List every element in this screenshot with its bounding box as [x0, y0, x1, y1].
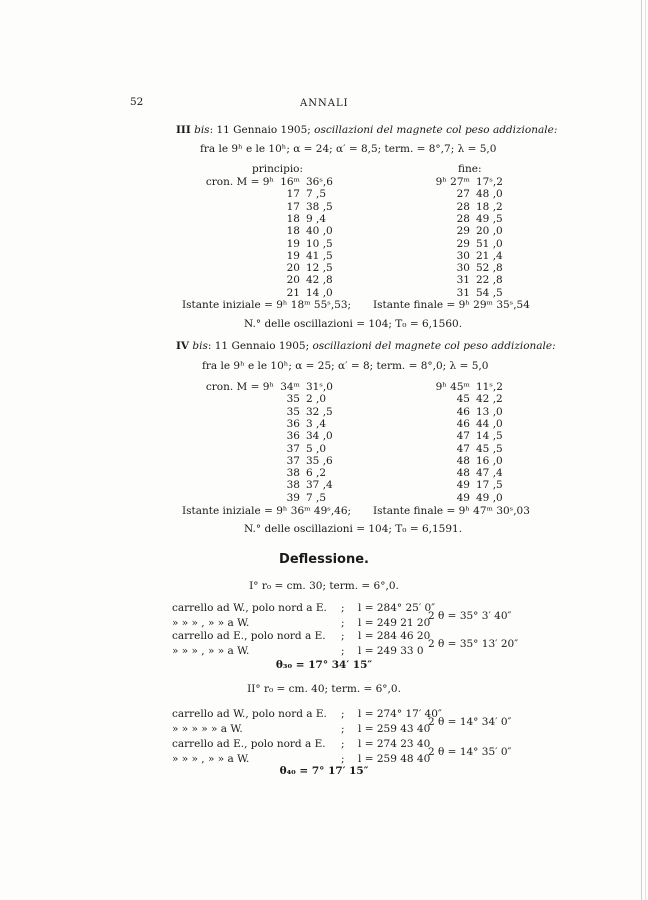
- deflection-line-value: l = 284° 25′ 0″: [358, 602, 436, 614]
- row-end-minutes: 29: [456, 237, 470, 250]
- row-end-minutes: 31: [456, 286, 470, 299]
- deflection-i-header: I° r₀ = cm. 30; term. = 6°,0.: [249, 580, 399, 592]
- row-minutes: 34ᵐ: [280, 381, 300, 393]
- deflection-line-text: » » » , » » a W.: [172, 617, 250, 629]
- row-end-minutes: 46: [456, 417, 470, 430]
- deflection-title: Deflessione.: [279, 552, 369, 567]
- section-iii-params: fra le 9ʰ e le 10ʰ; α = 24; α′ = 8,5; term. = 8°,7; λ = 5,0: [200, 143, 497, 155]
- deflection-line-text: » » » , » » a W.: [172, 645, 250, 657]
- deflection-line-value: l = 249 33 0: [358, 645, 424, 657]
- row-end-minutes: 46: [456, 405, 470, 418]
- row-minutes: 35: [286, 405, 300, 418]
- row-minutes: 37: [286, 454, 300, 467]
- row-end-minutes: 47: [456, 430, 470, 443]
- row-seconds: 12 ,5: [306, 262, 333, 275]
- row-minutes: 19: [286, 237, 300, 250]
- deflection-line-semicolon: ;: [341, 645, 345, 657]
- row-seconds: 10 ,5: [306, 237, 333, 250]
- row-end-minutes: 28: [456, 200, 470, 213]
- row-end-minutes: 29: [456, 225, 470, 238]
- deflection-line-text: carrello ad E., polo nord a E.: [172, 738, 326, 750]
- deflection-line-semicolon: ;: [341, 738, 345, 750]
- row-minutes: 16ᵐ: [280, 176, 300, 188]
- deflection-line-value: l = 259 43 40: [358, 723, 431, 735]
- page-number: 52: [130, 96, 144, 108]
- row-minutes: 38: [286, 479, 300, 492]
- row-seconds: 3 ,4: [306, 417, 327, 430]
- section-iv-params: fra le 9ʰ e le 10ʰ; α = 25; α′ = 8; term. = 8°,0; λ = 5,0: [202, 360, 489, 372]
- row-end-seconds: 22 ,8: [476, 274, 503, 287]
- deflection-line-semicolon: ;: [341, 617, 345, 629]
- row-minutes: 17: [286, 188, 300, 201]
- row-end-seconds: 47 ,4: [476, 467, 503, 480]
- row-minutes: 36: [286, 417, 300, 430]
- row-minutes: 19: [286, 249, 300, 262]
- row-end-seconds: 11ˢ,2: [476, 381, 503, 393]
- deflection-line-semicolon: ;: [341, 753, 345, 765]
- row-minutes: 18: [286, 225, 300, 238]
- row-end-seconds: 52 ,8: [476, 262, 503, 275]
- row-end-seconds: 49 ,5: [476, 212, 503, 225]
- row-end-seconds: 17ˢ,2: [476, 176, 503, 188]
- deflection-line-semicolon: ;: [341, 602, 345, 614]
- row-end-minutes: 27: [456, 188, 470, 201]
- row-prefix: cron. M = 9ʰ: [205, 176, 274, 188]
- row-end-seconds: 21 ,4: [476, 249, 503, 262]
- row-seconds: 14 ,0: [306, 286, 333, 299]
- row-seconds: 36ˢ,6: [306, 176, 333, 188]
- row-minutes: 21: [286, 286, 300, 299]
- row-minutes: 35: [286, 393, 300, 406]
- row-seconds: 42 ,8: [306, 274, 333, 287]
- row-seconds: 32 ,5: [306, 405, 333, 418]
- section-iv-count: N.° delle oscillazioni = 104; T₀ = 6,1591.: [244, 523, 463, 535]
- running-head: ANNALI: [300, 98, 349, 109]
- section-iii-label: III: [176, 124, 191, 136]
- section-iv-end-instant: Istante finale = 9ʰ 47ᵐ 30ˢ,03: [373, 505, 530, 517]
- row-seconds: 31ˢ,0: [306, 381, 333, 393]
- deflection-ii-result: θ₄₀ = 7° 17′ 15″: [279, 765, 369, 777]
- row-seconds: 6 ,2: [306, 467, 327, 480]
- row-minutes: 38: [286, 467, 300, 480]
- row-seconds: 7 ,5: [306, 188, 327, 201]
- row-end-seconds: 20 ,0: [476, 225, 503, 238]
- deflection-line-text: carrello ad E., polo nord a E.: [172, 630, 326, 642]
- row-prefix: cron. M = 9ʰ: [205, 381, 274, 393]
- row-seconds: 40 ,0: [306, 225, 333, 238]
- row-end-minutes: 49: [456, 479, 470, 492]
- row-end-minutes: 45: [456, 393, 470, 406]
- row-seconds: 5 ,0: [306, 442, 327, 455]
- deflection-line-value: l = 274° 17′ 40″: [358, 708, 442, 720]
- row-end-minutes: 48: [456, 467, 470, 480]
- deflection-line-value: l = 259 48 40: [358, 753, 431, 765]
- section-iv-date: : 11 Gennaio 1905;: [207, 340, 310, 352]
- row-end-minutes: 9ʰ 27ᵐ: [435, 176, 470, 188]
- section-iii-desc: oscillazioni del magnete col peso addizionale:: [314, 124, 558, 136]
- row-minutes: 36: [286, 430, 300, 443]
- row-end-seconds: 44 ,0: [476, 417, 503, 430]
- row-end-seconds: 42 ,2: [476, 393, 503, 406]
- section-iv-start-instant: Istante iniziale = 9ʰ 36ᵐ 49ˢ,46;: [182, 505, 352, 517]
- row-seconds: 9 ,4: [306, 212, 327, 225]
- deflection-group-result: 2 θ = 35° 3′ 40″: [428, 610, 512, 622]
- row-minutes: 20: [286, 262, 300, 275]
- section-iii-title: [176, 124, 557, 136]
- deflection-line-text: » » » , » » a W.: [172, 753, 250, 765]
- row-end-seconds: 45 ,5: [476, 442, 503, 455]
- section-iv-desc: oscillazioni del magnete col peso addizionale:: [312, 340, 556, 352]
- deflection-line-text: carrello ad W., polo nord a E.: [172, 602, 327, 614]
- row-minutes: 37: [286, 442, 300, 455]
- deflection-line-semicolon: ;: [341, 723, 345, 735]
- deflection-ii-header: II° r₀ = cm. 40; term. = 6°,0.: [247, 683, 401, 695]
- deflection-line-value: l = 249 21 20: [358, 617, 431, 629]
- deflection-line-value: l = 284 46 20: [358, 630, 431, 642]
- section-iii-end-instant: Istante finale = 9ʰ 29ᵐ 35ˢ,54: [373, 299, 530, 311]
- deflection-line-value: l = 274 23 40: [358, 738, 431, 750]
- row-end-minutes: 9ʰ 45ᵐ: [435, 381, 470, 393]
- row-end-minutes: 30: [456, 262, 470, 275]
- section-iv-title: [176, 340, 556, 352]
- row-seconds: 37 ,4: [306, 479, 333, 492]
- row-minutes: 17: [286, 200, 300, 213]
- row-end-seconds: 48 ,0: [476, 188, 503, 201]
- section-iii-count: N.° delle oscillazioni = 104; T₀ = 6,1560.: [244, 318, 463, 330]
- row-end-minutes: 48: [456, 454, 470, 467]
- row-seconds: 34 ,0: [306, 430, 333, 443]
- row-end-seconds: 13 ,0: [476, 405, 503, 418]
- deflection-group-result: 2 θ = 14° 34′ 0″: [428, 716, 512, 728]
- row-end-minutes: 47: [456, 442, 470, 455]
- section-iii-start-instant: Istante iniziale = 9ʰ 18ᵐ 55ˢ,53;: [182, 299, 352, 311]
- row-end-minutes: 30: [456, 249, 470, 262]
- row-end-minutes: 49: [456, 491, 470, 504]
- row-seconds: 35 ,6: [306, 454, 333, 467]
- deflection-line-text: carrello ad W., polo nord a E.: [172, 708, 327, 720]
- row-minutes: 39: [286, 491, 300, 504]
- deflection-group-result: 2 θ = 14° 35′ 0″: [428, 746, 512, 758]
- row-end-seconds: 51 ,0: [476, 237, 503, 250]
- deflection-group-result: 2 θ = 35° 13′ 20″: [428, 638, 519, 650]
- row-end-minutes: 28: [456, 212, 470, 225]
- deflection-i-result: θ₃₀ = 17° 34′ 15″: [275, 659, 373, 671]
- section-iv-bis: bis: [192, 340, 208, 352]
- row-seconds: 2 ,0: [306, 393, 327, 406]
- row-end-seconds: 54 ,5: [476, 286, 503, 299]
- section-iii-end-label: fine:: [458, 163, 482, 175]
- row-end-minutes: 31: [456, 274, 470, 287]
- row-seconds: 41 ,5: [306, 249, 333, 262]
- row-minutes: 20: [286, 274, 300, 287]
- deflection-line-text: » » » » » a W.: [172, 723, 243, 735]
- row-end-seconds: 17 ,5: [476, 479, 503, 492]
- deflection-line-semicolon: ;: [341, 630, 345, 642]
- section-iii-start-label: principio:: [252, 163, 304, 175]
- row-end-seconds: 18 ,2: [476, 200, 503, 213]
- row-end-seconds: 49 ,0: [476, 491, 503, 504]
- deflection-line-semicolon: ;: [341, 708, 345, 720]
- section-iv-label: IV: [176, 340, 190, 352]
- row-end-seconds: 16 ,0: [476, 454, 503, 467]
- section-iii-date: : 11 Gennaio 1905;: [209, 124, 311, 136]
- row-seconds: 7 ,5: [306, 491, 327, 504]
- row-seconds: 38 ,5: [306, 200, 333, 213]
- row-end-seconds: 14 ,5: [476, 430, 503, 443]
- section-iii-bis: bis: [194, 124, 210, 136]
- row-minutes: 18: [286, 212, 300, 225]
